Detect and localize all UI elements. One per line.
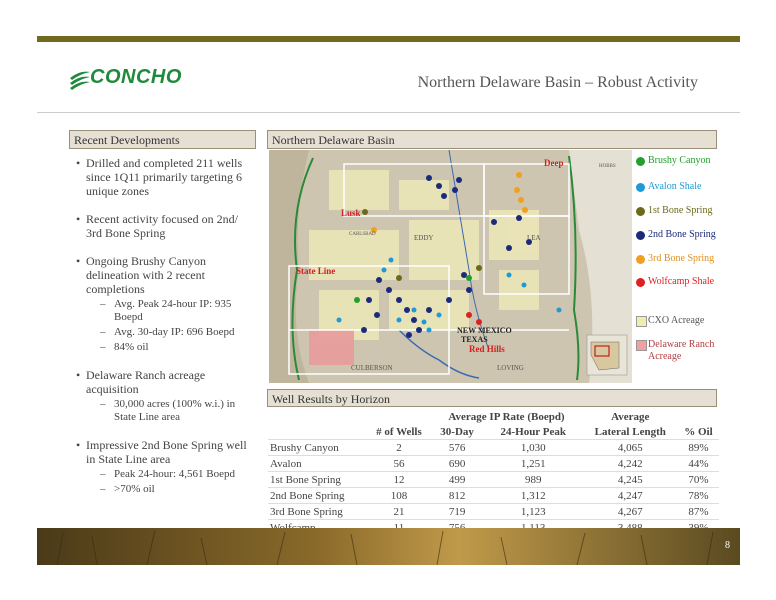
legend-label: 3rd Bone Spring bbox=[648, 253, 715, 264]
ip24-cell: 1,251 bbox=[484, 456, 583, 472]
sub-bullet bbox=[86, 398, 251, 424]
grass-field-graphic bbox=[37, 528, 740, 565]
sub-bullet bbox=[86, 298, 251, 324]
map-label-lea: LEA bbox=[527, 234, 541, 242]
sub-bullet bbox=[86, 483, 251, 496]
table-row bbox=[268, 472, 719, 488]
horizon-cell: Brushy Canyon bbox=[268, 440, 368, 456]
legend-dot-icon bbox=[636, 255, 645, 264]
bullet-item bbox=[76, 368, 251, 424]
map-label-state-line: State Line bbox=[296, 266, 336, 276]
page-number: 8 bbox=[725, 540, 730, 551]
ip-rate-group-header: Average IP Rate (Boepd) bbox=[448, 410, 565, 423]
average-header: Average bbox=[611, 410, 650, 423]
bullet-item bbox=[76, 254, 251, 354]
legend-dot-icon bbox=[636, 183, 645, 192]
legend-item-wolfcamp-shale bbox=[636, 276, 746, 290]
legend-swatch-icon bbox=[636, 340, 647, 351]
bullet-item bbox=[76, 438, 251, 496]
bullet-text: Drilled and completed 211 wells since 1Q11 primarily targeting 6 unique zones bbox=[86, 156, 243, 198]
sub-bullet-text: 84% oil bbox=[114, 341, 149, 353]
footer-landscape-band bbox=[37, 528, 740, 565]
legend-label: Brushy Canyon bbox=[648, 155, 711, 166]
bullet-text: Impressive 2nd Bone Spring well in State Line area bbox=[86, 438, 247, 466]
oil-cell: 70% bbox=[678, 472, 719, 488]
map-label-texas: TEXAS bbox=[461, 335, 488, 344]
northern-delaware-basin-header: Northern Delaware Basin bbox=[267, 130, 717, 149]
bullet-item bbox=[76, 212, 251, 240]
column-header: 30-Day bbox=[440, 425, 474, 438]
horizon-cell: 1st Bone Spring bbox=[268, 472, 368, 488]
well-results-header: Well Results by Horizon bbox=[267, 389, 717, 407]
bullet-dot-icon: • bbox=[76, 156, 81, 170]
oil-cell: 78% bbox=[678, 488, 719, 504]
horizon-cell: 2nd Bone Spring bbox=[268, 488, 368, 504]
dash-icon: – bbox=[100, 468, 106, 480]
map-label-carlsbad: CARLSBAD bbox=[349, 232, 376, 237]
bullet-dot-icon: • bbox=[76, 438, 81, 452]
recent-developments-header: Recent Developments bbox=[69, 130, 256, 149]
logo-swoosh-icon bbox=[68, 66, 92, 92]
sub-bullet bbox=[86, 326, 251, 339]
bullet-dot-icon: • bbox=[76, 254, 81, 268]
legend-label: Avalon Shale bbox=[648, 181, 702, 192]
lateral-cell: 4,242 bbox=[583, 456, 678, 472]
bullet-dot-icon: • bbox=[76, 212, 81, 226]
dash-icon: – bbox=[100, 341, 106, 353]
horizon-cell: 3rd Bone Spring bbox=[268, 504, 368, 520]
legend-label: 1st Bone Spring bbox=[648, 205, 713, 216]
legend-item-delaware-ranch bbox=[636, 339, 746, 365]
lateral-cell: 4,247 bbox=[583, 488, 678, 504]
table-row bbox=[268, 440, 719, 456]
ip30-cell: 690 bbox=[430, 456, 483, 472]
column-header: # of Wells bbox=[376, 425, 422, 438]
legend-label: Wolfcamp Shale bbox=[648, 276, 715, 287]
legend-dot-icon bbox=[636, 278, 645, 287]
bullet-item bbox=[76, 156, 251, 198]
table-row bbox=[268, 504, 719, 520]
lateral-cell: 4,267 bbox=[583, 504, 678, 520]
legend-item-2nd-bone-spring bbox=[636, 229, 746, 243]
well-results-table bbox=[268, 409, 719, 535]
lateral-cell: 4,245 bbox=[583, 472, 678, 488]
horizon-cell: Avalon bbox=[268, 456, 368, 472]
table-row bbox=[268, 488, 719, 504]
legend-swatch-icon bbox=[636, 316, 647, 327]
ip30-cell: 812 bbox=[430, 488, 483, 504]
legend-item-cxo-acreage bbox=[636, 315, 746, 329]
wells-cell: 21 bbox=[368, 504, 431, 520]
bullet-text: Recent activity focused on 2nd/ 3rd Bone Spring bbox=[86, 212, 238, 240]
legend-dot-icon bbox=[636, 231, 645, 240]
column-header: Lateral Length bbox=[594, 425, 666, 438]
legend-label: Delaware Ranch Acreage bbox=[648, 339, 715, 362]
slide-title: Northern Delaware Basin – Robust Activity bbox=[417, 74, 698, 91]
map-label-hobbs: HOBBS bbox=[599, 164, 616, 169]
map-label-red-hills: Red Hills bbox=[469, 344, 505, 354]
map-label-lusk: Lusk bbox=[341, 208, 361, 218]
ip30-cell: 719 bbox=[430, 504, 483, 520]
legend-item-1st-bone-spring bbox=[636, 205, 746, 219]
map-label-eddy: EDDY bbox=[414, 234, 434, 242]
lateral-cell: 4,065 bbox=[583, 440, 678, 456]
logo-text: CONCHO bbox=[90, 66, 182, 88]
wells-cell: 56 bbox=[368, 456, 431, 472]
sub-bullet-text: Peak 24-hour: 4,561 Boepd bbox=[114, 468, 235, 480]
sub-bullet-text: 30,000 acres (100% w.i.) in State Line area bbox=[114, 398, 236, 423]
wells-cell: 2 bbox=[368, 440, 431, 456]
ip24-cell: 1,030 bbox=[484, 440, 583, 456]
wells-cell: 108 bbox=[368, 488, 431, 504]
legend-item-brushy-canyon bbox=[636, 155, 746, 169]
legend-item-avalon-shale bbox=[636, 181, 746, 195]
legend-dot-icon bbox=[636, 207, 645, 216]
sub-bullet-text: Avg. Peak 24-hour IP: 935 Boepd bbox=[114, 298, 232, 323]
map-label-culberson: CULBERSON bbox=[351, 364, 393, 372]
title-divider bbox=[37, 112, 740, 113]
ip30-cell: 499 bbox=[430, 472, 483, 488]
sub-bullet bbox=[86, 341, 251, 354]
dash-icon: – bbox=[100, 398, 106, 410]
sub-bullet-text: Avg. 30-day IP: 696 Boepd bbox=[114, 326, 235, 338]
column-header: % Oil bbox=[684, 425, 713, 438]
column-header: 24-Hour Peak bbox=[500, 425, 566, 438]
dash-icon: – bbox=[100, 298, 106, 310]
dash-icon: – bbox=[100, 326, 106, 338]
ip24-cell: 989 bbox=[484, 472, 583, 488]
oil-cell: 89% bbox=[678, 440, 719, 456]
sub-bullet bbox=[86, 468, 251, 481]
legend-label: CXO Acreage bbox=[648, 315, 705, 326]
recent-developments-list bbox=[76, 156, 251, 510]
wells-cell: 12 bbox=[368, 472, 431, 488]
map-label-deep: Deep bbox=[544, 158, 564, 168]
oil-cell: 44% bbox=[678, 456, 719, 472]
legend-dot-icon bbox=[636, 157, 645, 166]
basin-map bbox=[269, 150, 632, 383]
legend-label: 2nd Bone Spring bbox=[648, 229, 716, 240]
bullet-text: Ongoing Brushy Canyon delineation with 2 recent completions bbox=[86, 254, 206, 296]
map-label-new-mexico: NEW MEXICO bbox=[457, 326, 512, 335]
top-accent-bar bbox=[37, 36, 740, 42]
ip24-cell: 1,123 bbox=[484, 504, 583, 520]
table-row bbox=[268, 456, 719, 472]
dash-icon: – bbox=[100, 483, 106, 495]
map-label-loving: LOVING bbox=[497, 364, 524, 372]
column-header bbox=[268, 424, 368, 440]
oil-cell: 87% bbox=[678, 504, 719, 520]
sub-bullet-text: >70% oil bbox=[114, 483, 155, 495]
bullet-dot-icon: • bbox=[76, 368, 81, 382]
legend-item-3rd-bone-spring bbox=[636, 253, 746, 267]
ip24-cell: 1,312 bbox=[484, 488, 583, 504]
ip30-cell: 576 bbox=[430, 440, 483, 456]
bullet-text: Delaware Ranch acreage acquisition bbox=[86, 368, 206, 396]
